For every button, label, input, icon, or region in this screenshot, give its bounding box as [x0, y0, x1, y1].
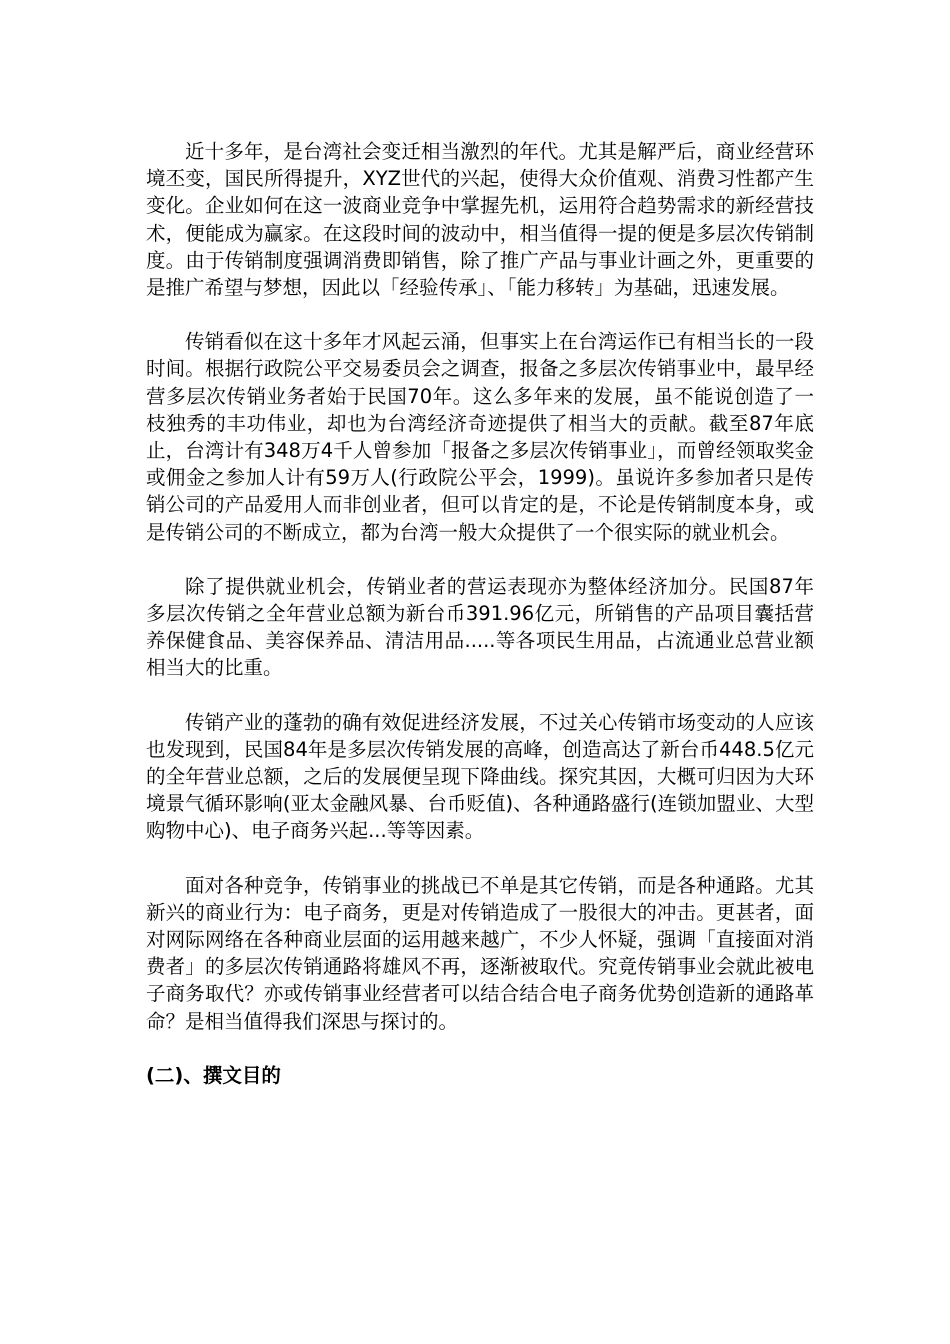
paragraph-1: 近十多年，是台湾社会变迁相当激烈的年代。尤其是解严后，商业经营环境丕变，国民所得提升，XYZ世代的兴起，使得大众价值观、消费习性都产生变化。企业如何在这一波商业竞争中掌握先机，运用符合趋势需求的新经营技术，便能成为赢家。在这段时间的波动中，相当值得一提的便是多层次传销制度。由于传销制度强调消费即销售，除了推广产品与事业计画之外，更重要的是推广希望与梦想，因此以「经验传承」、「能力移转」为基础，迅速发展。 [146, 140, 814, 300]
paragraph-4: 传销产业的蓬勃的确有效促进经济发展，不过关心传销市场变动的人应该也发现到，民国84年是多层次传销发展的高峰，创造高达了新台币448.5亿元的全年营业总额，之后的发展便呈现下降曲线。探究其因，大概可归因为大环境景气循环影响(亚太金融风暴、台币贬值)、各种通路盛行(连锁加盟业、大型购物中心)、电子商务兴起...等等因素。 [146, 710, 814, 843]
paragraph-2: 传销看似在这十多年才风起云涌，但事实上在台湾运作已有相当长的一段时间。根据行政院公平交易委员会之调查，报备之多层次传销事业中，最早经营多层次传销业务者始于民国70年。这么多年来的发展，虽不能说创造了一枝独秀的丰功伟业，却也为台湾经济奇迹提供了相当大的贡献。截至87年底止，台湾计有348万4千人曾参加「报备之多层次传销事业」，而曾经领取奖金或佣金之参加人计有59万人(行政院公平会，1999)。虽说许多参加者只是传销公司的产品爱用人而非创业者，但可以肯定的是，不论是传销制度本身，或是传销公司的不断成立，都为台湾一般大众提供了一个很实际的就业机会。 [146, 330, 814, 544]
paragraph-5: 面对各种竞争，传销事业的挑战已不单是其它传销，而是各种通路。尤其新兴的商业行为：电子商务，更是对传销造成了一股很大的冲击。更甚者，面对网际网络在各种商业层面的运用越来越广，不少人怀疑，强调「直接面对消费者」的多层次传销通路将雄风不再，逐渐被取代。究竟传销事业会就此被电子商务取代？亦或传销事业经营者可以结合结合电子商务优势创造新的通路革命？是相当值得我们深思与探讨的。 [146, 873, 814, 1033]
section-heading: (二)、撰文目的 [146, 1063, 281, 1087]
paragraph-3: 除了提供就业机会，传销业者的营运表现亦为整体经济加分。民国87年多层次传销之全年营业总额为新台币391.96亿元，所销售的产品项目囊括营养保健食品、美容保养品、清洁用品.....等各项民生用品，占流通业总营业额相当大的比重。 [146, 574, 814, 680]
document-page [146, 138, 814, 1089]
